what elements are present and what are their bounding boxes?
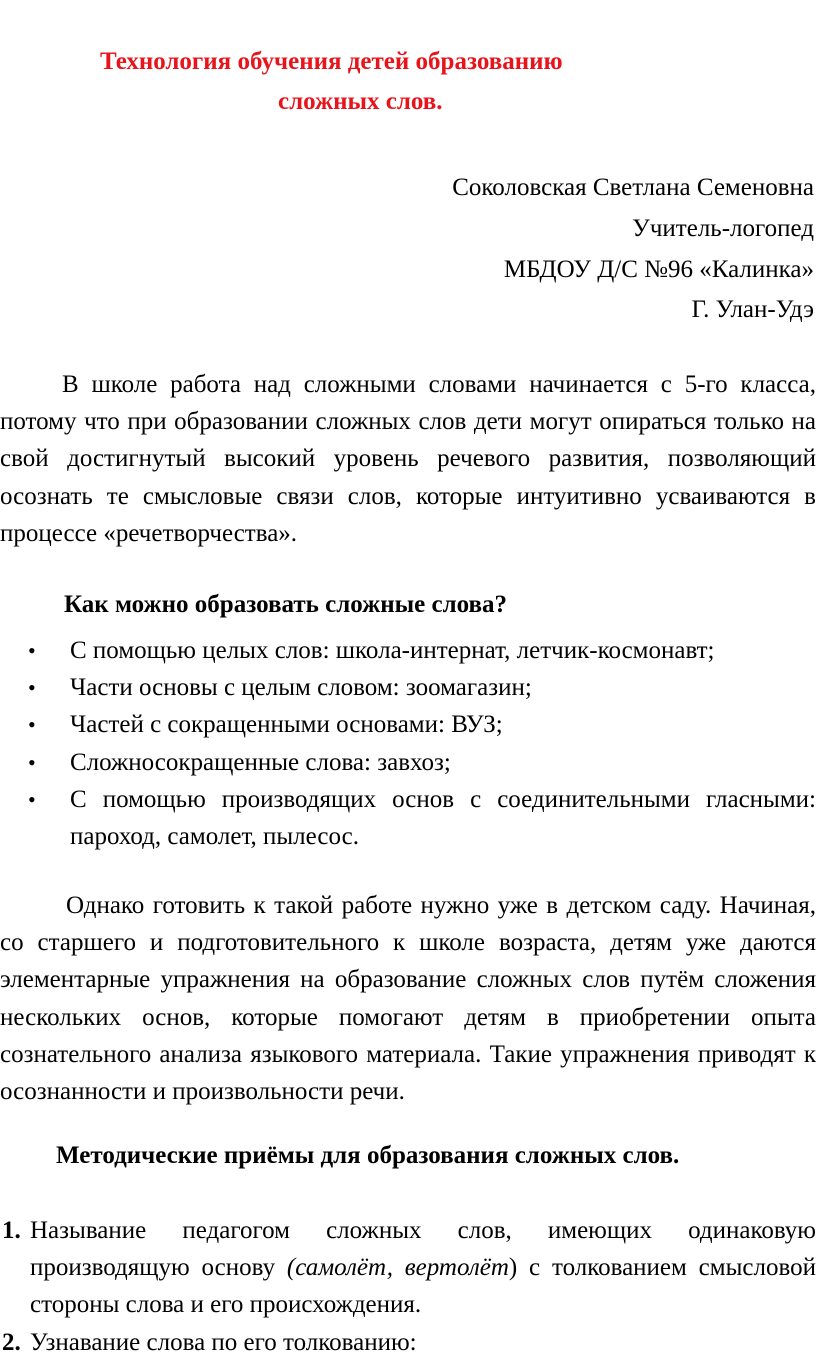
list-item-text: С помощью целых слов: школа-интернат, летчик-космонавт; xyxy=(70,637,715,664)
list-item xyxy=(0,632,816,669)
bullet-icon: • xyxy=(28,675,36,701)
list-item-number: 1. xyxy=(2,1217,21,1244)
author-city: Г. Улан-Удэ xyxy=(691,296,814,323)
list-item xyxy=(0,1324,816,1361)
list-item-example: (самолёт, вертолёт xyxy=(286,1254,509,1282)
kindergarten-paragraph: Однако готовить к такой работе нужно уже в детском саду. Начиная, со старшего и подготовительного к школе возраста, детям уже даются элементарные упражнения на образование сложных слов путём сложения нескольких основ, которые помогают детям в приобретении опыта сознательного анализа языкового материала. Такие упражнения приводят к осознанности и произвольности речи. xyxy=(0,892,816,1106)
author-organization: МБДОУ Д/С №96 «Калинка» xyxy=(503,256,814,283)
document-title-line-2: сложных слов. xyxy=(278,88,443,115)
section1-heading: Как можно образовать сложные слова? xyxy=(64,591,507,618)
list-item xyxy=(0,744,816,781)
bullet-icon: • xyxy=(28,749,36,775)
list-item-text: Частей с сокращенными основами: ВУЗ; xyxy=(70,711,503,739)
bullet-icon: • xyxy=(28,638,36,663)
list-item xyxy=(0,669,816,706)
author-position: Учитель-логопед xyxy=(632,215,814,242)
list-item xyxy=(0,706,816,743)
intro-paragraph: В школе работа над сложными словами начинается с 5-го класса, потому что при образовании сложных слов дети могут опираться только на свой достигнутый высокий уровень речевого развития, позволяющий осознать те смысловые связи слов, которые интуитивно усваиваются в процессе «речетворчества». xyxy=(0,371,816,547)
document-title-line-1: Технология обучения детей образованию xyxy=(100,48,563,75)
bullet-icon: • xyxy=(28,712,36,738)
bullet-icon: • xyxy=(28,786,36,812)
list-item xyxy=(0,781,816,855)
section2-heading: Методические приёмы для образования сложных слов. xyxy=(56,1142,680,1169)
list-item-text: С помощью производящих основ с соединительными гласными: пароход, самолет, пылесос. xyxy=(70,785,816,851)
formation-methods-list xyxy=(0,632,816,855)
list-item-number: 2. xyxy=(2,1328,21,1356)
list-item-text: Сложносокращенные слова: завхоз; xyxy=(70,748,451,776)
list-item-text: Называние педагогом сложных слов, имеющих одинаковую производящую основу xyxy=(30,1217,816,1282)
list-item xyxy=(0,1212,816,1324)
methodical-techniques-list xyxy=(0,1212,816,1361)
list-item-text: Узнавание слова по его толкованию: xyxy=(30,1328,417,1356)
list-item-text-continued: ) с толкованием смысловой стороны слова и его происхождения. xyxy=(30,1254,816,1319)
list-item-text: Части основы с целым словом: зоомагазин; xyxy=(70,674,532,702)
author-name: Соколовская Светлана Семеновна xyxy=(452,174,814,201)
